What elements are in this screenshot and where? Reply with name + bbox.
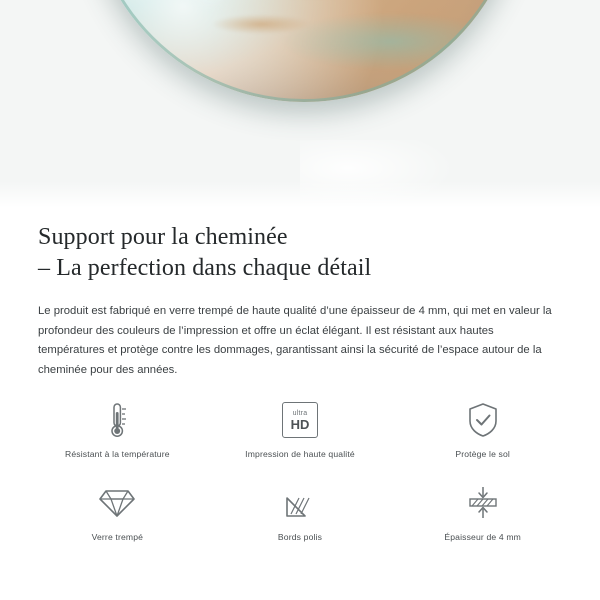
ultra-hd-icon bbox=[282, 398, 318, 442]
feature-item bbox=[391, 481, 574, 542]
ultra-hd-badge-bottom: HD bbox=[290, 416, 310, 432]
description-content bbox=[0, 222, 600, 380]
glass-panel-disc bbox=[88, 0, 520, 102]
feature-item bbox=[209, 398, 392, 459]
ultra-hd-badge-top: ultra bbox=[292, 409, 308, 417]
thickness-arrows-icon bbox=[463, 481, 503, 525]
shield-check-icon bbox=[466, 398, 500, 442]
feature-grid bbox=[0, 398, 600, 542]
feature-label: Impression de haute qualité bbox=[245, 449, 355, 459]
feature-label: Résistant à la température bbox=[64, 449, 170, 459]
feature-item bbox=[209, 481, 392, 542]
thermometer-icon bbox=[104, 398, 130, 442]
hero-image bbox=[0, 0, 600, 215]
description-paragraph: Le produit est fabriqué en verre trempé de haute qualité d’une épaisseur de 4 mm, qui met en valeur la profondeur des couleurs de l’impression et offre un éclat élégant. Il est résistant aux hautes températures et protège contre les dommages, garantissant ainsi la sécurité de l’espace autour de la cheminée pour des années. bbox=[38, 305, 552, 376]
feature-label: Bords polis bbox=[277, 532, 323, 542]
diamond-icon bbox=[97, 481, 137, 525]
page-title bbox=[38, 222, 562, 284]
feature-item bbox=[26, 481, 209, 542]
feature-label: Verre trempé bbox=[91, 532, 144, 542]
feature-item bbox=[26, 398, 209, 459]
headline-line-1: Support pour la cheminée bbox=[38, 224, 288, 250]
headline-line-2: – La perfection dans chaque détail bbox=[38, 255, 372, 282]
feature-item bbox=[391, 398, 574, 459]
hero-bottom-fade bbox=[0, 181, 600, 215]
feature-label: Épaisseur de 4 mm bbox=[444, 532, 521, 542]
feature-label: Protège le sol bbox=[455, 449, 510, 459]
polished-edges-icon bbox=[283, 481, 317, 525]
